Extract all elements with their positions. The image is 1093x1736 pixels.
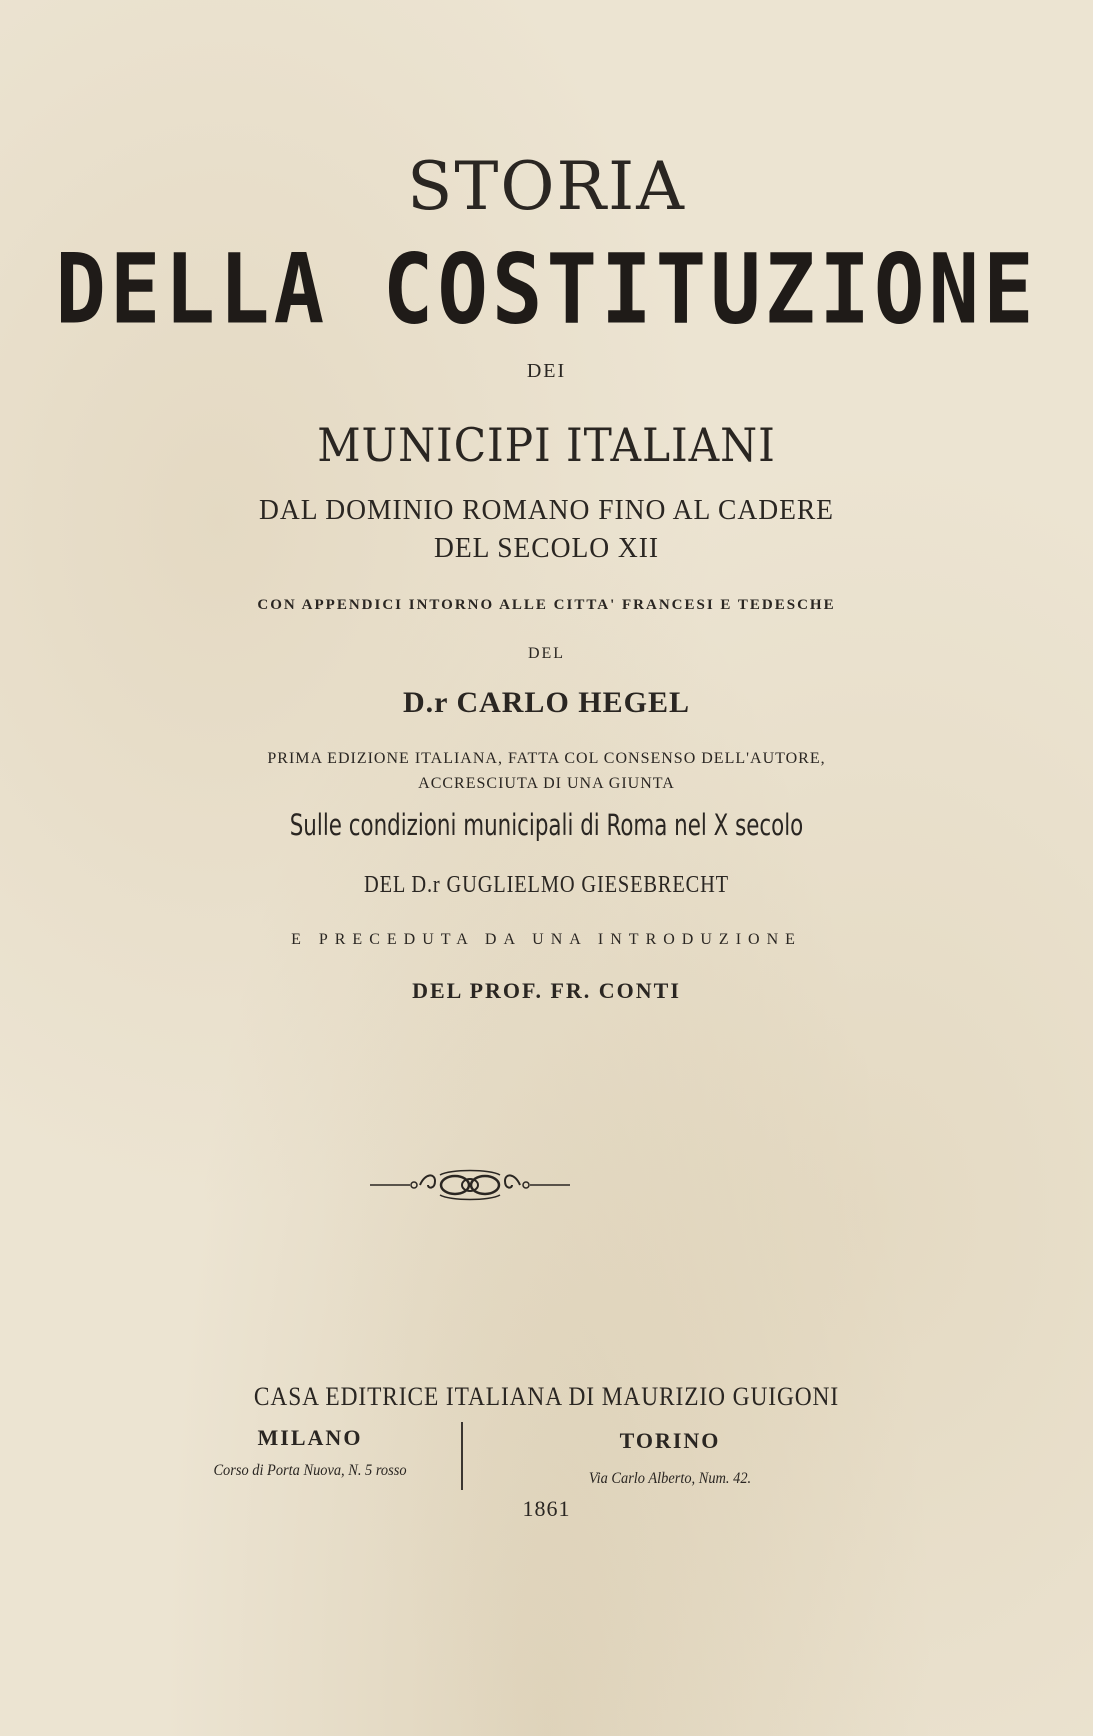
subtitle-appendici: CON APPENDICI INTORNO ALLE CITTA' FRANCESI E TEDESCHE bbox=[257, 597, 836, 613]
publisher-divider bbox=[461, 1422, 463, 1490]
publisher-address-milano: Corso di Porta Nuova, N. 5 rosso bbox=[213, 1462, 407, 1479]
publisher-address-torino: Via Carlo Alberto, Num. 42. bbox=[588, 1470, 752, 1487]
author-prefix: DEL bbox=[527, 645, 566, 662]
title-dal-dominio: DAL DOMINIO ROMANO FINO AL CADERE bbox=[259, 494, 834, 526]
publisher-name: CASA EDITRICE ITALIANA DI MAURIZIO GUIGONI bbox=[253, 1382, 840, 1411]
appendix-title: Sulle condizioni municipali di Roma nel X secolo bbox=[289, 808, 804, 842]
intro-line: E PRECEDUTA DA UNA INTRODUZIONE bbox=[291, 931, 802, 948]
appendix-author: DEL D.r GUGLIELMO GIESEBRECHT bbox=[364, 872, 729, 898]
title-municipi-italiani: MUNICIPI ITALIANI bbox=[317, 418, 776, 472]
title-dei: DEI bbox=[526, 360, 567, 382]
publisher-city-milano: MILANO bbox=[257, 1425, 363, 1450]
author-name: D.r CARLO HEGEL bbox=[403, 686, 690, 719]
title-della-costituzione: DELLA COSTITUZIONE bbox=[55, 232, 1038, 346]
title-storia: STORIA bbox=[407, 148, 686, 225]
edition-line-2: ACCRESCIUTA DI UNA GIUNTA bbox=[418, 775, 675, 792]
intro-author: DEL PROF. FR. CONTI bbox=[412, 978, 681, 1003]
publication-year: 1861 bbox=[522, 1496, 571, 1521]
title-del-secolo: DEL SECOLO XII bbox=[433, 532, 660, 564]
scroll-ornament-icon bbox=[370, 1165, 570, 1205]
publisher-city-torino: TORINO bbox=[619, 1428, 721, 1453]
edition-line-1: PRIMA EDIZIONE ITALIANA, FATTA COL CONSENSO DELL'AUTORE, bbox=[267, 750, 826, 767]
